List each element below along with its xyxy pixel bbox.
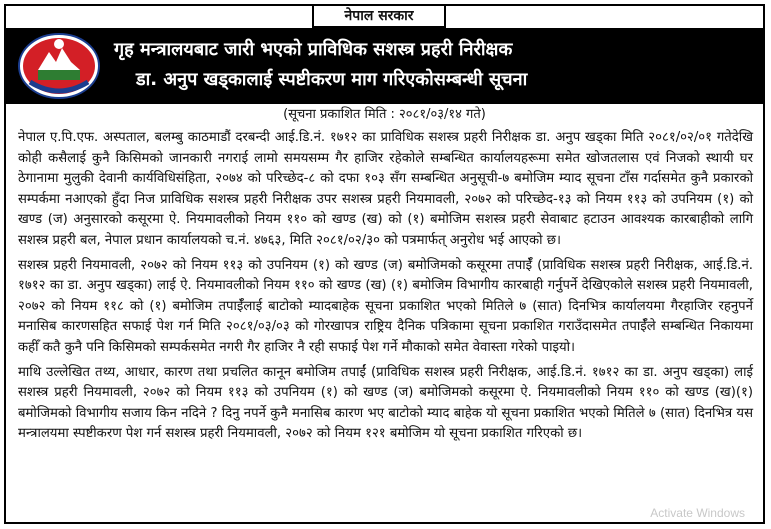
notice-title-line-1: गृह मन्त्रालयबाट जारी भएको प्राविधिक सशस्त्र प्रहरी निरीक्षक: [114, 39, 513, 60]
publication-date: (सूचना प्रकाशित मिति : २०८१/०३/१४ गते): [283, 107, 486, 122]
activation-watermark: Activate Windows: [650, 506, 745, 520]
paragraph-2: सशस्त्र प्रहरी नियमावली, २०७२ को नियम ११३ को उपनियम (१) को खण्ड (ज) बमोजिमको कसूरमा तपाईँ (प्राविधिक सशस्त्र प्रहरी निरीक्षक, आई.डि.नं. १७१२ का डा. अनुप खड्का) लाई ऐ. नियमावलीको नियम ११० को खण्ड (ख) (१) बमोजिम विभागीय कारबाही गर्नुपर्ने देखिएकोले सशस्त्र प्रहरी नियमावली, २०७२ को नियम ११८ को (१) बमोजिम तपाईँलाई बाटोको म्यादबाहेक सूचना प्रकाशित भएको मितिले ७ (सात) दिनभित्र कार्यालयमा गैरहाजिर रहनुपर्ने मनासिब कारणसहित सफाई पेश गर्न मिति २०८१/०३/०३ को गोरखापत्र राष्ट्रिय दैनिक पत्रिकामा सूचना प्रकाशित गराउँदासमेत तपाईँले सम्बन्धित निकायमा कहीँ कतै कुनै पनि किसिमको सम्पर्कसमेत नगरी गैर हाजिर नै रही सफाई पेश गर्ने मौकाको समेत वेवास्ता गरेको पाइयो।: [18, 257, 753, 355]
notice-header: [6, 28, 763, 104]
notice-title-line-2: डा. अनुप खड्कालाई स्पष्टीकरण माग गरिएकोसम्बन्धी सूचना: [136, 69, 528, 90]
paragraph-1: नेपाल ए.पि.एफ. अस्पताल, बलम्बु काठमाडौं दरबन्दी आई.डि.नं. १७१२ का प्राविधिक सशस्त्र प्रहरी निरीक्षक डा. अनुप खड्का मिति २०८१/०२/०१ गतेदेखि कोही कसैलाई कुनै किसिमको जानकारी नगराई लामो समयसम्म गैर हाजिर रहेकोले सम्बन्धित कार्यालयहरूमा समेत खोजतलास एवं निजको स्थायी घर ठेगानामा मुलुकी देवानी कार्यविधिसंहिता, २०७४ को परिच्छेद-८ को दफा १०३ सँग सम्बन्धित अनुसूची-७ बमोजिम म्याद सूचना टाँस गर्दासमेत कुनै प्रकारको सम्पर्कमा नआएको हुँदा निज प्राविधिक सशस्त्र प्रहरी निरीक्षक उपर सशस्त्र प्रहरी नियमावली, २०७२ को परिच्छेद-१३ को नियम ११३ को उपनियम (१) को खण्ड (ज) अनुसारको कसूरमा ऐ. नियमावलीको नियम ११० को खण्ड (ख) को (१) बमोजिम सशस्त्र प्रहरी सेवाबाट हटाउन आवश्यक कारबाहीको लागि सशस्त्र प्रहरी बल, नेपाल प्रधान कार्यालयको च.नं. ४७६३, मिति २०८१/०२/३० को पत्रमार्फत् अनुरोध भई आएको छ।: [18, 130, 753, 248]
government-label: नेपाल सरकार: [312, 4, 446, 28]
notice-body: [18, 128, 753, 449]
nepal-emblem-icon: [16, 30, 102, 100]
paragraph-3: माथि उल्लेखित तथ्य, आधार, कारण तथा प्रचलित कानून बमोजिम तपाईं (प्राविधिक सशस्त्र प्रहरी निरीक्षक, आई.डि.नं. १७१२ का डा. अनुप खड्का) लाई सशस्त्र प्रहरी नियमावली, २०७२ को नियम ११३ को उपनियम (१) को खण्ड (ज) बमोजिमको कसूरमा ऐ. नियमावलीको नियम ११० को खण्ड (ख)(१) बमोजिमको विभागीय सजाय किन नदिने ? दिनु नपर्ने कुनै मनासिब कारण भए बाटोको म्याद बाहेक यो सूचना प्रकाशित भएको मितिले ७ (सात) दिनभित्र यस मन्त्रालयमा स्पष्टीकरण पेश गर्न सशस्त्र प्रहरी नियमावली, २०७२ को नियम १२१ बमोजिम यो सूचना प्रकाशित गरिएको छ।: [18, 364, 753, 442]
notice-frame: [4, 4, 765, 524]
